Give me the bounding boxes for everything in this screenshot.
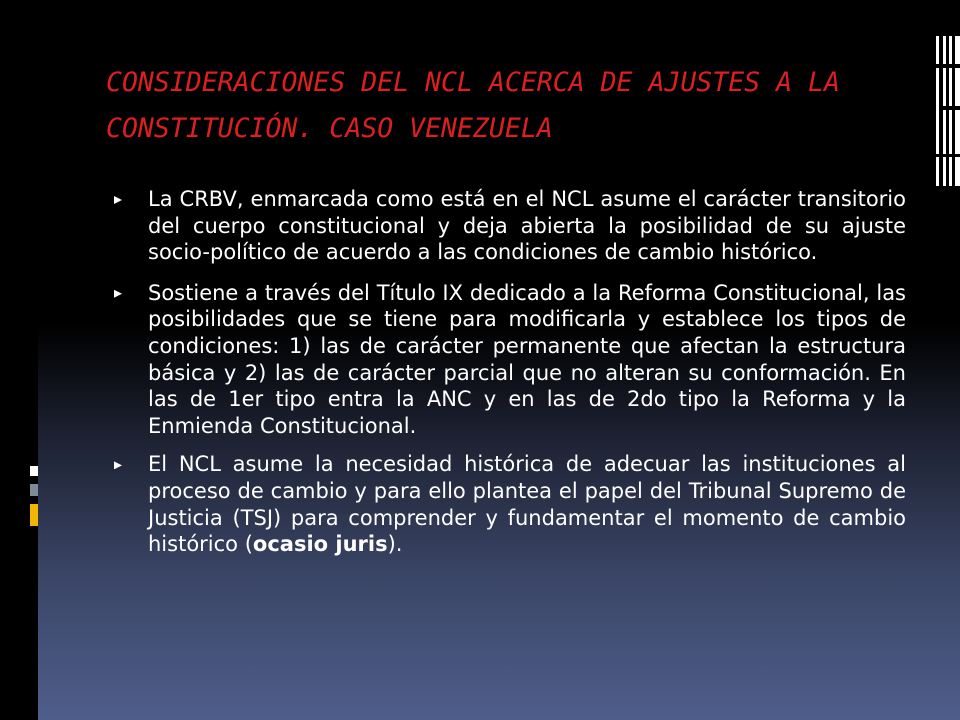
bullet-text-3-emphasis: ocasio juris <box>252 532 388 557</box>
right-deco-bar-3 <box>949 36 952 186</box>
left-deco-yellow-bar <box>30 504 38 526</box>
right-edge-decoration <box>930 36 960 186</box>
bullet-text-3-after: ). <box>387 532 403 557</box>
bullet-text-1: La CRBV, enmarcada como está en el NCL asume el carácter transitorio del cuerpo constitucional y deja abierta la posibilidad de su ajuste socio-político de acuerdo a las condiciones de cambio histórico. <box>148 187 906 265</box>
right-deco-block <box>940 106 960 110</box>
right-deco-gap-1 <box>930 64 960 68</box>
right-deco-bar-2 <box>943 36 946 186</box>
left-deco-gray-bar <box>30 484 38 496</box>
right-deco-bar-4 <box>955 36 960 186</box>
slide-title: CONSIDERACIONES DEL NCL ACERCA DE AJUSTES A LA CONSTITUCIÓN. CASO VENEZUELA <box>106 67 840 144</box>
bullet-arrow-icon <box>114 290 122 298</box>
right-deco-gap-2 <box>930 154 960 157</box>
bullet-list <box>108 186 906 572</box>
bullet-item-3 <box>108 451 906 557</box>
right-deco-bar-1 <box>936 36 939 186</box>
left-margin-strip <box>0 0 38 720</box>
bullet-arrow-icon <box>114 196 122 204</box>
bullet-item-2 <box>108 280 906 440</box>
bullet-item-1 <box>108 186 906 266</box>
left-edge-decoration <box>24 466 38 538</box>
bullet-arrow-icon <box>114 461 122 469</box>
bullet-text-2: Sostiene a través del Título IX dedicado a la Reforma Constitucional, las posibilidades que se tiene para modificarla y establece los tipos de condiciones: 1) las de carácter permanente que afectan la estructura básica y 2) las de carácter parcial que no alteran su conformación. En las de 1er tipo entra la ANC y en las de 2do tipo la Reforma y la Enmienda Constitucional. <box>148 280 906 438</box>
left-deco-white-bar <box>30 466 38 476</box>
bullet-text-3-before: El NCL asume la necesidad histórica de adecuar las instituciones al proceso de cambio y para ello plantea el papel del Tribunal Supremo de Justicia (TSJ) para comprender y fundamentar el momento de cambio histórico ( <box>148 452 906 557</box>
